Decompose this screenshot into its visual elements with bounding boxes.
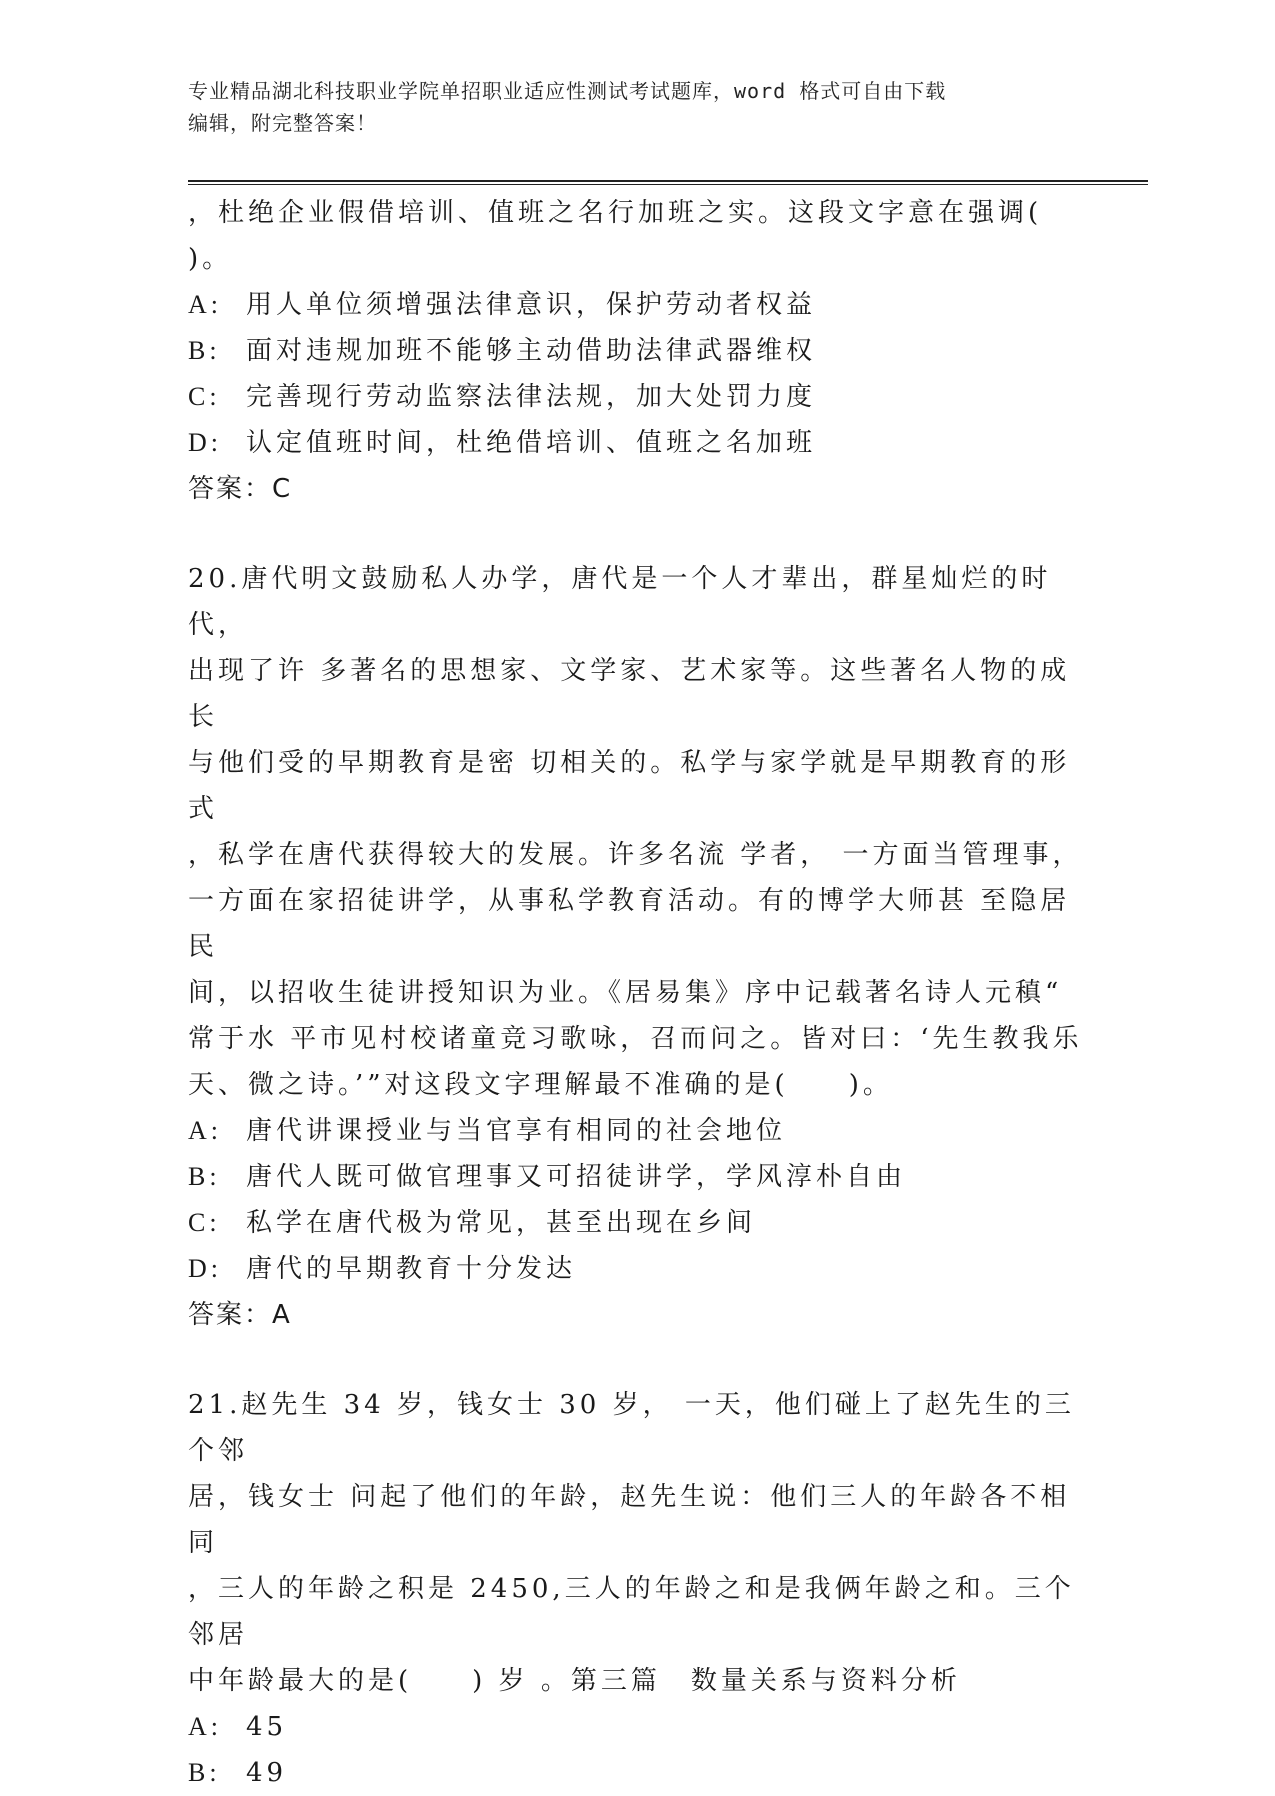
question-20 (188, 556, 1088, 1338)
question-text: ，杜绝企业假借培训、值班之名行加班之实。这段文字意在强调( (188, 198, 1043, 228)
option-label: C: (188, 382, 221, 411)
question-text: 一方面在家招徒讲学，从事私学教育活动。有的博学大师甚 至隐居民 (188, 886, 1071, 962)
option-label: B: (188, 1758, 221, 1787)
option-a (188, 282, 1088, 328)
option-label: A: (188, 290, 222, 319)
option-label: D: (188, 1254, 222, 1283)
option-text: 用人单位须增强法律意识，保护劳动者权益 (246, 290, 817, 320)
question-text: 间，以招收生徒讲授知识为业。《居易集》序中记载著名诗人元稹“ (188, 978, 1063, 1008)
question-text: 天、微之诗。’”对这段文字理解最不准确的是( )。 (188, 1070, 893, 1100)
document-body (188, 190, 1088, 1796)
option-label: C: (188, 1208, 221, 1237)
option-text: 私学在唐代极为常见，甚至出现在乡间 (246, 1208, 757, 1238)
option-label: A: (188, 1116, 222, 1145)
header-divider (188, 180, 1148, 182)
option-c (188, 374, 1088, 420)
question-text: 居，钱女士 问起了他们的年龄，赵先生说：他们三人的年龄各不相同 (188, 1482, 1071, 1558)
question-21 (188, 1382, 1088, 1796)
question-text: 21.赵先生 34 岁，钱女士 30 岁， 一天，他们碰上了赵先生的三个邻 (188, 1390, 1075, 1466)
option-a (188, 1704, 1088, 1750)
option-b (188, 328, 1088, 374)
answer: 答案：C (188, 474, 293, 504)
option-c (188, 1200, 1088, 1246)
question-text: ，私学在唐代获得较大的发展。许多名流 学者， 一方面当管理事， (188, 840, 1083, 870)
header-divider-thin (188, 184, 1148, 185)
option-b (188, 1750, 1088, 1796)
question-text: 出现了许 多著名的思想家、文学家、艺术家等。这些著名人物的成长 (188, 656, 1071, 732)
document-header (188, 75, 1068, 139)
option-b (188, 1154, 1088, 1200)
option-d (188, 420, 1088, 466)
option-label: A: (188, 1712, 222, 1741)
option-text: 唐代的早期教育十分发达 (246, 1254, 577, 1284)
option-label: D: (188, 428, 222, 457)
answer: 答案：A (188, 1300, 292, 1330)
question-text: 常于水 平市见村校诸童竞习歌咏，召而问之。皆对曰：‘先生教我乐 (188, 1024, 1083, 1054)
header-line-2: 编辑，附完整答案！ (188, 111, 377, 135)
question-text: 与他们受的早期教育是密 切相关的。私学与家学就是早期教育的形式 (188, 748, 1071, 824)
option-text: 面对违规加班不能够主动借助法律武器维权 (246, 336, 817, 366)
option-text: 认定值班时间，杜绝借培训、值班之名加班 (246, 428, 817, 458)
option-text: 唐代人既可做官理事又可招徒讲学，学风淳朴自由 (246, 1162, 907, 1192)
question-text: 20.唐代明文鼓励私人办学，唐代是一个人才辈出，群星灿烂的时代， (188, 564, 1052, 640)
question-text: ，三人的年龄之积是 2450,三人的年龄之和是我俩年龄之和。三个邻居 (188, 1574, 1075, 1650)
option-text: 45 (246, 1712, 288, 1742)
header-line-1: 专业精品湖北科技职业学院单招职业适应性测试考试题库，word 格式可自由下载 (188, 79, 947, 103)
question-19 (188, 190, 1088, 512)
question-text: 中年龄最大的是( ) 岁 。第三篇 数量关系与资料分析 (188, 1666, 961, 1696)
option-text: 唐代讲课授业与当官享有相同的社会地位 (246, 1116, 787, 1146)
option-a (188, 1108, 1088, 1154)
option-text: 完善现行劳动监察法律法规，加大处罚力度 (246, 382, 817, 412)
option-label: B: (188, 1162, 221, 1191)
option-text: 49 (246, 1758, 288, 1788)
question-text: )。 (188, 244, 233, 274)
option-label: B: (188, 336, 221, 365)
option-d (188, 1246, 1088, 1292)
